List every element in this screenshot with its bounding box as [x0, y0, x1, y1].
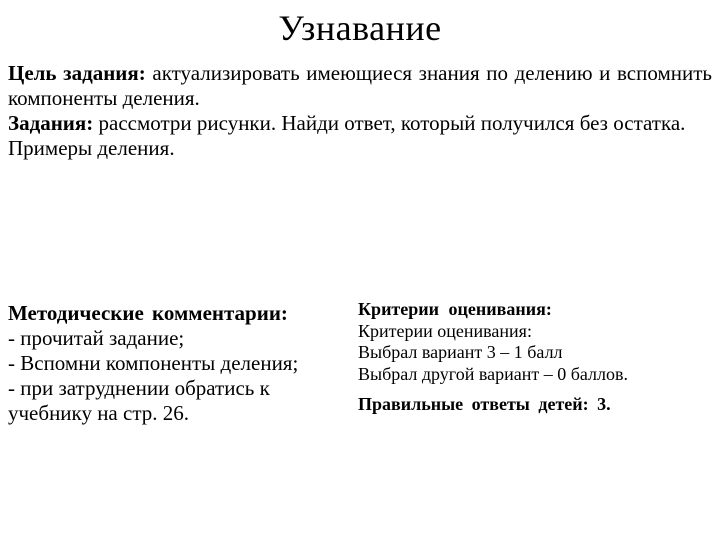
correct-answers-line: Правильные ответы детей: 3.: [358, 394, 611, 414]
criteria-line: Критерии оценивания:: [358, 320, 532, 341]
task-label: Задания:: [8, 111, 94, 135]
method-comments-heading: Методические комментарии:: [8, 301, 288, 325]
goal-text: актуализировать имеющиеся знания по делению и вспомнить компоненты деления.: [8, 61, 712, 110]
criteria-line: Выбрал вариант 3 – 1 балл: [358, 342, 563, 362]
criteria-section: [358, 299, 698, 416]
task-text: рассмотри рисунки. Найди ответ, который получился без остатка.: [98, 111, 686, 135]
examples-line: Примеры деления.: [8, 136, 175, 160]
intro-section: [8, 61, 712, 161]
method-comment-item: - Вспомни компоненты деления;: [8, 351, 299, 375]
goal-label: Цель задания:: [8, 61, 146, 85]
goal-paragraph: [8, 61, 712, 111]
method-comments-section: [8, 301, 358, 426]
method-comment-item: - при затруднении обратись к учебнику на стр. 26.: [8, 376, 270, 425]
criteria-heading: Критерии оценивания:: [358, 299, 552, 319]
page-title: Узнавание: [278, 8, 442, 48]
criteria-line: Выбрал другой вариант – 0 баллов.: [358, 363, 629, 384]
method-comment-item: - прочитай задание;: [8, 326, 185, 350]
task-paragraph: [8, 111, 712, 136]
